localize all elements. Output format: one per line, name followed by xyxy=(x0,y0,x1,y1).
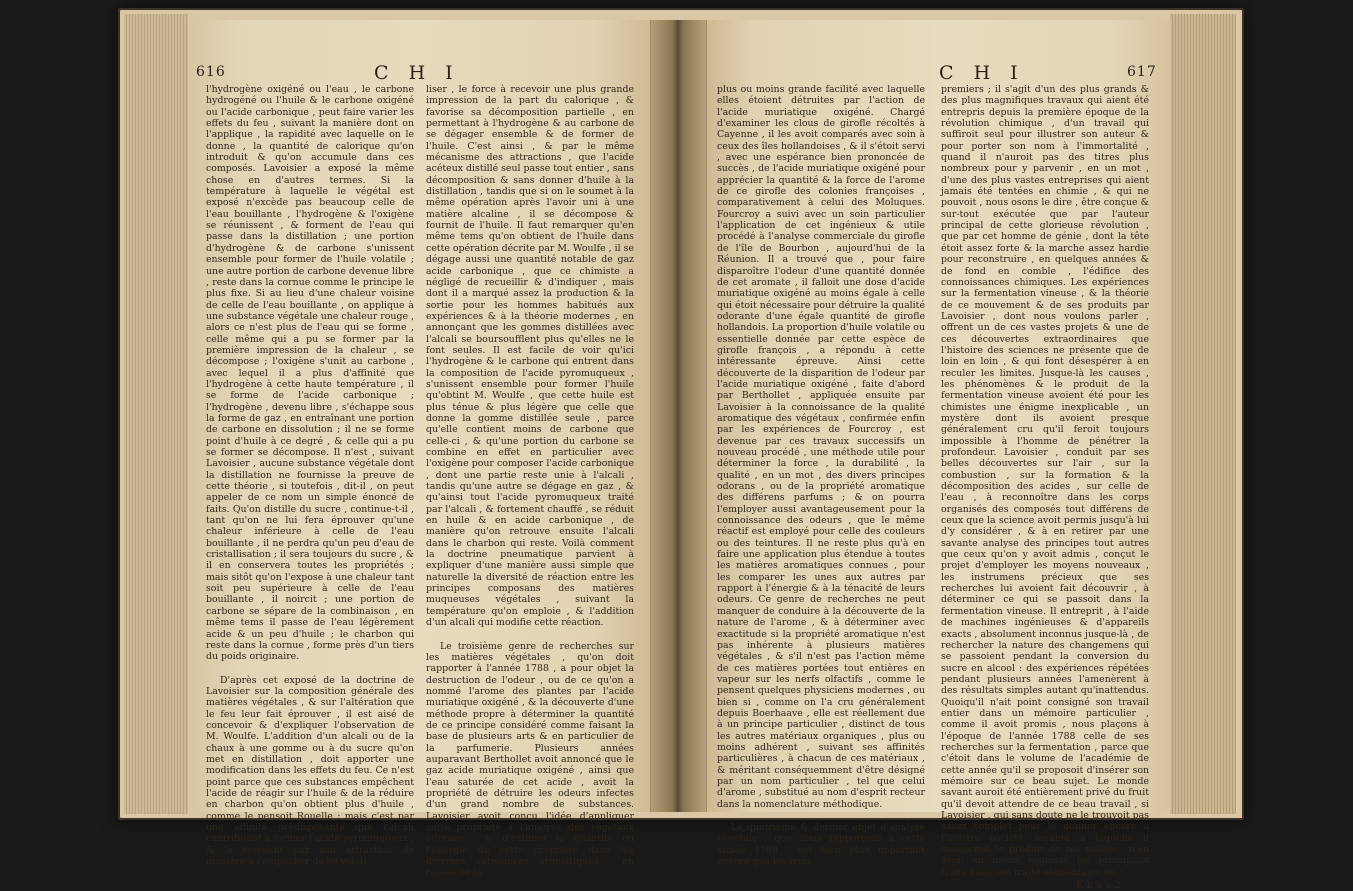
left-page xyxy=(188,20,651,879)
open-book xyxy=(118,8,1244,891)
paragraph: premiers ; il s'agit d'un des plus grands & des plus magnifiques travaux qui aient été entrepris depuis la première époque de la révolution chimique , d'un travail qui suffiroit seul pour illustrer son auteur & pour porter son nom à l'immortalité , quand il n'auroit pas des titres plus nombreux pour y parvenir , en un mot , d'une des plus vastes entreprises qui aient jamais été tentées en chimie , & qui ne pouvoit , nous osons le dire , être conçue & sur-tout exécutée que par l'auteur principal de cette glorieuse révolution , que par cet homme de génie , dont la tête étoit assez forte & la marche assez hardie pour reconstruire , en quelques années & de fond en comble , l'édifice des connoissances chimiques. Les expériences sur la fermentation vineuse , & la théorie de ce mouvement & de ses produits par Lavoisier , dont nous voulons parler , offrent un de ces vastes projets & une de ces découvertes extraordinaires que l'histoire des sciences ne présente que de loin en loin , & qui font désespérer à en reculer les limites. Jusque-là les causes , les phénomènes & le produit de la fermentation vineuse avoient été pour les chimistes une énigme inexplicable , un mystère dont ils avoient presque généralement cru qu'il feroit toujours impossible à l'homme de pénétrer la profondeur. Lavoisier , conduit par ses belles découvertes sur l'air , sur la combustion , sur la formation & la décomposition des acides , sur celle de l'eau , à reconnoître dans les corps organisés des composés tout différens de ceux que la science avoit permis jusqu'à lui d'y considérer , & à en retirer par une savante analyse des principes tout autres que ceux qu'on y avoit admis , conçut le projet d'employer les moyens nouveaux , les instrumens précieux que ses recherches lui avoient fait découvrir , à déterminer ce qui se passoit dans la fermentation vineuse. Il entreprit , à l'aide de machines ingénieuses & d'appareils exacts , absolument inconnus jusque-là , de rechercher la nature des changemens qui se passoient pendant la conversion du sucre en alcool : des expériences répétées pendant plusieurs années l'amenèrent à des résultats simples autant qu'inattendus. Quoiqu'il n'ait point consigné son travail entier dans un mémoire particulier , comme il avoit promis , nous plaçons à l'époque de l'année 1788 celle de ses recherches sur la fermentation , parce que c'étoit dans le volume de l'académie de cette année qu'il se proposoit d'insérer son mémoire sur ce beau sujet. Le monde savant auroit été entièrement privé du fruit qu'il devoit attendre de ce beau travail , si Lavoisier , qui sans doute ne le trouvoit pas assez complet pour le donner encore à l'illustre société savante à laquelle il consacroit le produit de ses veilles , n'en avoit au moins esquissé les principaux traits dans son traité élémentaire de xyxy=(941,84,1149,878)
left-running-head: C H I xyxy=(374,62,460,84)
right-column-1 xyxy=(717,84,925,868)
right-column-2 xyxy=(941,84,1149,891)
paragraph: plus ou moins grande facilité avec laquelle elles étoient détruites par l'action de l'acide muriatique oxigéné. Chargé d'examiner les clous de girofle récoltés à Cayenne , il les avoit comparés avec soin à ceux des îles hollandoises , & il s'étoit servi , avec une espérance bien prononcée de succès , de l'acide muriatique oxigéné pour apprécier la quantité & la force de l'arome de ce girofle des colonies françoises , comparativement à celui des Moluques. Fourcroy a suivi avec un soin particulier l'application de cet ingénieux & utile procédé à l'analyse commerciale du girofle de l'île de Bourbon , aujourd'hui de la Réunion. Il a trouvé que , pour faire disparoître l'odeur d'une quantité donnée de cet aromate , il falloit une dose d'acide muriatique oxigéné au moins égale à celle qui étoit nécessaire pour détruire la qualité odorante d'une égale quantité de girofle hollandois. La proportion d'huile volatile ou essentielle donnée par cette espèce de girofle françois , a répondu à cette intéressante épreuve. Ainsi cette découverte de la disparition de l'odeur par l'acide muriatique oxigéné , faite d'abord par Berthollet , appliquée ensuite par Lavoisier à la connoissance de la qualité aromatique des végétaux , confirmée enfin par les expériences de Fourcroy , est devenue par ces travaux successifs un nouveau procédé , une méthode utile pour déterminer la force , la durabilité , la qualité , en un mot , des divers principes odorans , ou de la propriété aromatique des différens parfums ; & on pourra l'employer aussi avantageusement pour la connoissance des odeurs , que le même réactif est employé pour celle des couleurs ou des teintures. Il ne reste plus qu'à en faire une application plus étendue à toutes les matières aromatiques connues , pour les comparer les unes aux autres par rapport à l'énergie & à la ténacité de leurs odeurs. Ce genre de recherches ne peut manquer de conduire à la découverte de la nature de l'arome , & à déterminer avec exactitude si la propriété aromatique n'est pas inhérente à plusieurs matières végétales , & s'il n'est pas l'action même de ces matières portées tout entières en vapeur sur les nerfs olfactifs , comme le pensent quelques physiciens modernes , ou bien si , comme on l'a cru généralement depuis Boerhaave , elle est réellement due à un principe particulier , distinct de tous les autres matériaux organiques , plus ou moins adhérent , suivant ses affinités particulières , à chacun de ces matériaux , & méritant conséquemment d'être désigné par un nom particulier , tel que celui d'arome , substitué au nom d'esprit recteur dans la nomenclature méthodique. xyxy=(717,84,925,810)
right-page-number: 617 xyxy=(1127,64,1157,80)
paragraph: D'après cet exposé de la doctrine de Lavoisier sur la composition générale des matières végétales , & sur l'altération que le feu leur fait éprouver , il est aisé de concevoir & d'expliquer l'observation de M. Woulfe. L'addition d'un alcali ou de la chaux à une gomme ou à du sucre qu'on met en distillation , doit apporter une modification dans les effets du feu. Ce n'est point parce que ces substances empêchent l'acide de réagir sur l'huile & de la réduire en charbon qu'on obtient plus d'huile , comme le pensoit Rouelle ; mais c'est par une affinité prédisposante que l'alcali contribuant à former l'acide pyromuqueux , & le retenant par son attraction de manière à l'empêcher de se volati- xyxy=(206,674,414,868)
signature-mark: K k k k 2 xyxy=(1076,880,1121,891)
left-page-number: 616 xyxy=(196,64,226,80)
left-column-2 xyxy=(426,84,634,879)
right-running-head: C H I xyxy=(939,62,1025,84)
paragraph: Le troisième genre de recherches sur les matières végétales , qu'on doit rapporter à l'année 1788 , a pour objet la destruction de l'odeur , ou de ce qu'on a nommé l'arome des plantes par l'acide muriatique oxigéné , & la découverte d'une méthode propre à déterminer la quantité de ce principe considéré comme faisant la base de plusieurs arts & en particulier de la parfumerie. Plusieurs années auparavant Berthollet avoit annoncé que le gaz acide muriatique oxigéné , ainsi que l'eau saturée de cet acide , avoit la propriété de détruire les odeurs infectes d'un grand nombre de substances. Lavoisier avoit conçu l'idée d'appliquer cette propriété à l'analyse des végétaux odorans , & d'estimer la quantité ou l'énergie de cette propriété dans les diverses substances aromatiques , en raison de la xyxy=(426,640,634,879)
right-page-edges xyxy=(1170,14,1236,814)
left-page-edges xyxy=(124,14,188,814)
right-page xyxy=(706,20,1171,891)
paragraph: Le quatrième & dernier objet d'analyse végétale , que nous rapportons à cette année 1788 , est bien plus important encore que les trois xyxy=(717,822,925,868)
book-gutter xyxy=(650,20,706,812)
paragraph: liser , le force à recevoir une plus grande impression de la part du calorique , & favorise sa décomposition partielle , en permettant à l'hydrogène & au carbone de se dégager ensemble & de former de l'huile. C'est ainsi , & par le même mécanisme des attractions , que l'acide acéteux distillé seul passe tout entier , sans décomposition & sans donner d'huile à la distillation , tandis que si on le soumet à la même opération après l'avoir uni à une matière alcaline , il se décompose & fournit de l'huile. Il faut remarquer qu'en même tems qu'on obtient de l'huile dans cette opération décrite par M. Woulfe , il se dégage aussi une quantité notable de gaz acide carbonique , que ce chimiste a négligé de recueillir & d'indiquer , mais dont il a marqué assez la production & la sortie pour les hommes habitués aux expériences & à la théorie modernes , en annonçant que les gommes distillées avec l'alcali se boursoufflent plus qu'elles ne le font seules. Il est facile de voir qu'ici l'hydrogène & le carbone qui entrent dans la composition de l'acide pyromuqueux , s'unissent ensemble pour former l'huile qu'obtint M. Woulfe , que cette huile est plus ténue & plus légère que celle que donne la gomme distillée seule , parce qu'elle contient moins de carbone que celle-ci , & qu'une portion du carbone se combine en effet en particulier avec l'oxigène pour composer l'acide carbonique , dont une partie reste unie à l'alcali , tandis qu'une autre se dégage en gaz , & qu'ainsi tout l'acide pyromuqueux traité par l'alcali , & fortement chauffé , se réduit en huile & en acide carbonique , de manière qu'on retrouve ensuite l'alcali dans le charbon qui reste. Voilà comment la doctrine pneumatique parvient à expliquer d'une manière aussi simple que naturelle la diversité de réaction entre les principes composans des matières muqueuses végétales , suivant la température qu'on emploie , & l'addition d'un alcali qui modifie cette réaction. xyxy=(426,84,634,629)
paragraph: l'hydrogène oxigéné ou l'eau , le carbone hydrogéné ou l'huile & le carbone oxigéné ou l'acide carbonique , peut faire varier les effets du feu , suivant la manière dont on l'applique , la rapidité avec laquelle on le donne , la quantité de calorique qu'on introduit & qu'on accumule dans ces composés. Lavoisier a exposé la même chose en d'autres termes. Si la température à laquelle le végétal est exposé n'excède pas beaucoup celle de l'eau bouillante , l'hydrogène & l'oxigène se réunissent , & forment de l'eau qui passe dans la distillation ; une portion d'hydrogène & de carbone s'unissent ensemble pour former de l'huile volatile ; une autre portion de carbone devenue libre , reste dans la cornue comme le principe le plus fixe. Si au lieu d'une chaleur voisine de celle de l'eau bouillante , on applique à une substance végétale une chaleur rouge , alors ce n'est plus de l'eau qui se forme , celle même qui a pu se former par la première impression de la chaleur , se décompose ; l'oxigène s'unit au carbone , avec lequel il a plus d'affinité que l'hydrogène à cette haute température , il se forme de l'acide carbonique ; l'hydrogène , devenu libre , s'échappe sous la forme de gaz , en entraînant une portion de carbone en dissolution ; il ne se forme point d'huile à ce degré , & celle qui a pu se former se décompose. Il n'est , suivant Lavoisier , aucune substance végétale dont la distillation ne fournisse la preuve de cette théorie , si toutefois , dit-il , on peut appeler de ce nom un simple énoncé de faits. Qu'on distille du sucre , continue-t-il , tant qu'on ne lui fera éprouver qu'une chaleur inférieure à celle de l'eau bouillante , il ne perdra qu'un peu d'eau de cristallisation ; il sera toujours du sucre , & il en conservera toutes les propriétés ; mais sitôt qu'on l'expose à une chaleur tant soit peu supérieure à celle de l'eau bouillante , il noircit ; une portion de carbone se sépare de la combinaison , en même tems il passe de l'eau légèrement acide & un peu d'huile ; le charbon qui reste dans la cornue , forme près d'un tiers du poids originaire. xyxy=(206,84,414,663)
left-column-1 xyxy=(206,84,414,868)
